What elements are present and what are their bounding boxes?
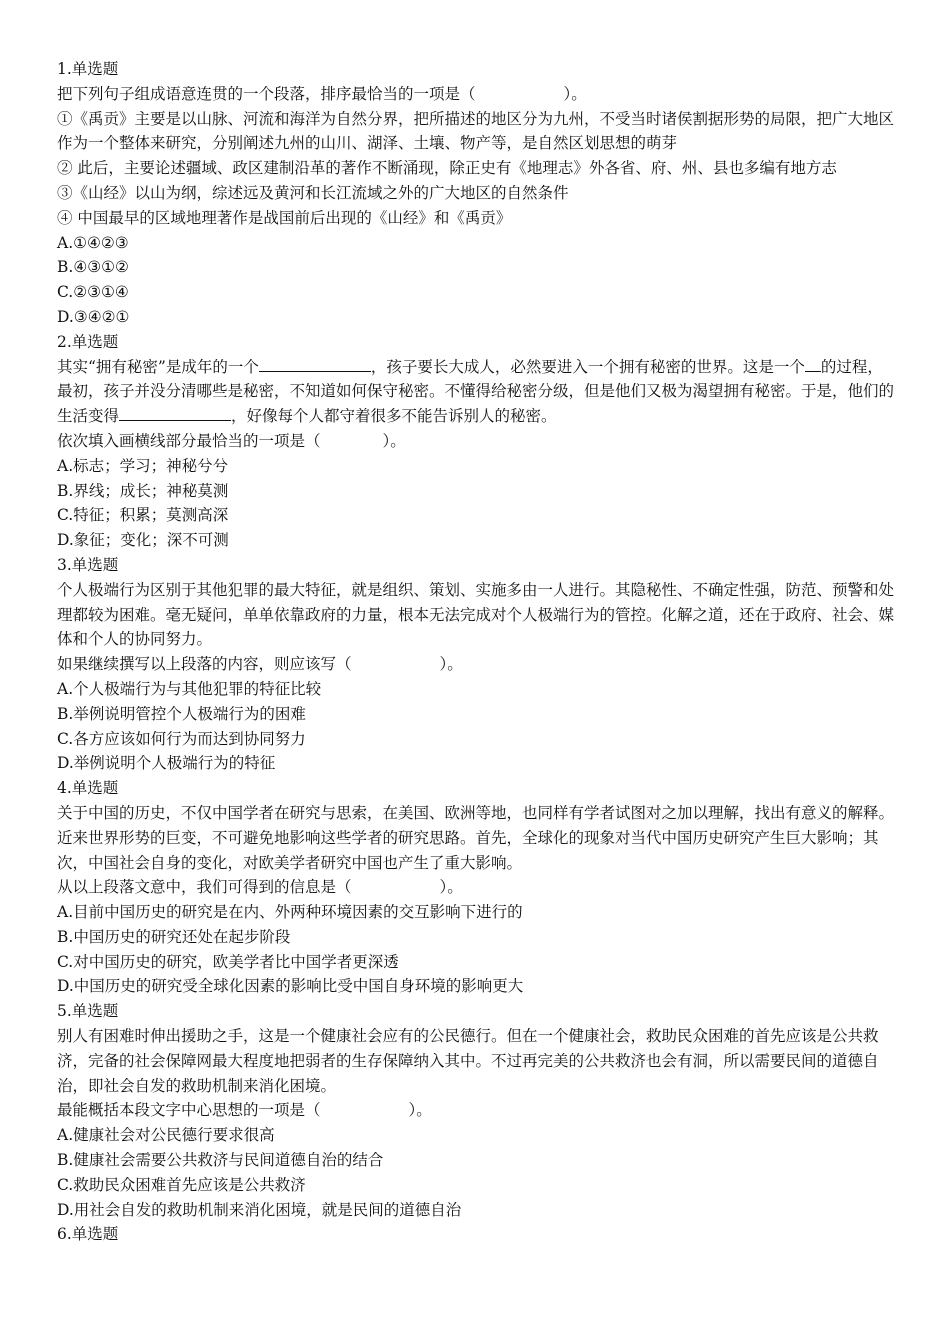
fill-blank-1[interactable] [259,355,371,372]
option-c[interactable]: C.救助民众困难首先应该是公共救济 [57,1175,306,1194]
option-d[interactable]: D.举例说明个人极端行为的特征 [57,754,276,773]
sentence-2: ② 此后，主要论述疆域、政区建制沿革的著作不断涌现，除正史有《地理志》外各省、府、州、县也多编有地方志 [57,159,837,178]
option-d[interactable]: D.中国历史的研究受全球化因素的影响比受中国自身环境的影响更大 [57,977,524,996]
exam-page [57,57,897,1247]
option-d[interactable]: D.③④②① [57,307,130,326]
option-b[interactable]: B.举例说明管控个人极端行为的困难 [57,704,306,723]
question-passage: 关于中国的历史，不仅中国学者在研究与思索，在美国、欧洲等地，也同样有学者试图对之加以理解，找出有意义的解释。近来世界形势的巨变，不可避免地影响这些学者的研究思路。首先，全球化的现象对当代中国历史研究产生巨大影响；其次，中国社会自身的变化，对欧美学者研究中国也产生了重大影响。 [57,803,895,872]
question-number: 4.单选题 [57,779,119,798]
question-number: 2.单选题 [57,332,119,351]
question-number: 3.单选题 [57,555,119,574]
option-b[interactable]: B.健康社会需要公共救济与民间道德自治的结合 [57,1151,384,1170]
question-passage: 其实“拥有秘密”是成年的一个 ，孩子要长大成人，必然要进入一个拥有秘密的世界。这是一个 的过程，最初，孩子并没分清哪些是秘密，不知道如何保守秘密。不懂得给秘密分级，但是他们又极为渴望拥有秘密。于是，他们的生活变得 ，好像每个人都守着很多不能告诉别人的秘密。 [57,355,897,429]
question-4 [57,776,897,999]
question-passage: 别人有困难时伸出援助之手，这是一个健康社会应有的公民德行。但在一个健康社会，救助民众困难的首先应该是公共救济，完备的社会保障网最大程度地把弱者的生存保障纳入其中。不过再完美的公共救济也会有洞，所以需要民间的道德自治，即社会自发的救助机制来消化困境。 [57,1027,879,1095]
option-a[interactable]: A.目前中国历史的研究是在内、外两种环境因素的交互影响下进行的 [57,903,523,922]
question-prompt: 把下列句子组成语意连贯的一个段落，排序最恰当的一项是（ ）。 [57,84,587,103]
fill-blank-3[interactable] [119,404,231,421]
question-passage: 个人极端行为区别于其他犯罪的最大特征，就是组织、策划、实施多由一人进行。其隐秘性、不确定性强，防范、预警和处理都较为困难。毫无疑问，单单依靠政府的力量，根本无法完成对个人极端行为的管控。化解之道，还在于政府、社会、媒体和个人的协同努力。 [57,580,895,649]
option-c[interactable]: C.各方应该如何行为而达到协同努力 [57,729,306,748]
question-number: 6.单选题 [57,1225,119,1244]
question-prompt: 依次填入画横线部分最恰当的一项是（ ）。 [57,431,406,450]
option-d[interactable]: D.象征；变化；深不可测 [57,531,229,550]
option-a[interactable]: A.个人极端行为与其他犯罪的特征比较 [57,679,322,698]
sentence-4: ④ 中国最早的区域地理著作是战国前后出现的《山经》和《禹贡》 [57,208,512,227]
option-a[interactable]: A.健康社会对公民德行要求很高 [57,1126,275,1145]
question-2 [57,330,897,553]
option-b[interactable]: B.界线；成长；神秘莫测 [57,481,229,500]
question-prompt: 最能概括本段文字中心思想的一项是（ ）。 [57,1101,432,1120]
fill-blank-2[interactable] [805,355,821,372]
sentence-3: ③《山经》以山为纲，综述远及黄河和长江流域之外的广大地区的自然条件 [57,183,569,202]
option-c[interactable]: C.特征；积累；莫测高深 [57,506,229,525]
question-number: 5.单选题 [57,1002,119,1021]
sentence-1: ①《禹贡》主要是以山脉、河流和海洋为自然分界，把所描述的地区分为九州，不受当时诸侯割据形势的局限，把广大地区作为一个整体来研究，分别阐述九州的山川、湖泽、土壤、物产等，是自然区划思想的萌芽 [57,109,895,153]
option-c[interactable]: C.对中国历史的研究，欧美学者比中国学者更深透 [57,952,399,971]
question-prompt: 从以上段落文意中，我们可得到的信息是（ ）。 [57,878,463,897]
question-number: 1.单选题 [57,60,119,78]
option-a[interactable]: A.标志；学习；神秘兮兮 [57,456,229,475]
question-6 [57,1222,897,1247]
option-b[interactable]: B.中国历史的研究还处在起步阶段 [57,927,291,946]
question-prompt: 如果继续撰写以上段落的内容，则应该写（ ）。 [57,655,463,674]
option-b[interactable]: B.④③①② [57,258,129,277]
question-5 [57,999,897,1222]
question-3 [57,553,897,776]
option-a[interactable]: A.①④②③ [57,233,129,252]
option-c[interactable]: C.②③①④ [57,283,129,302]
question-1 [57,57,897,330]
option-d[interactable]: D.用社会自发的救助机制来消化困境，就是民间的道德自治 [57,1200,462,1219]
